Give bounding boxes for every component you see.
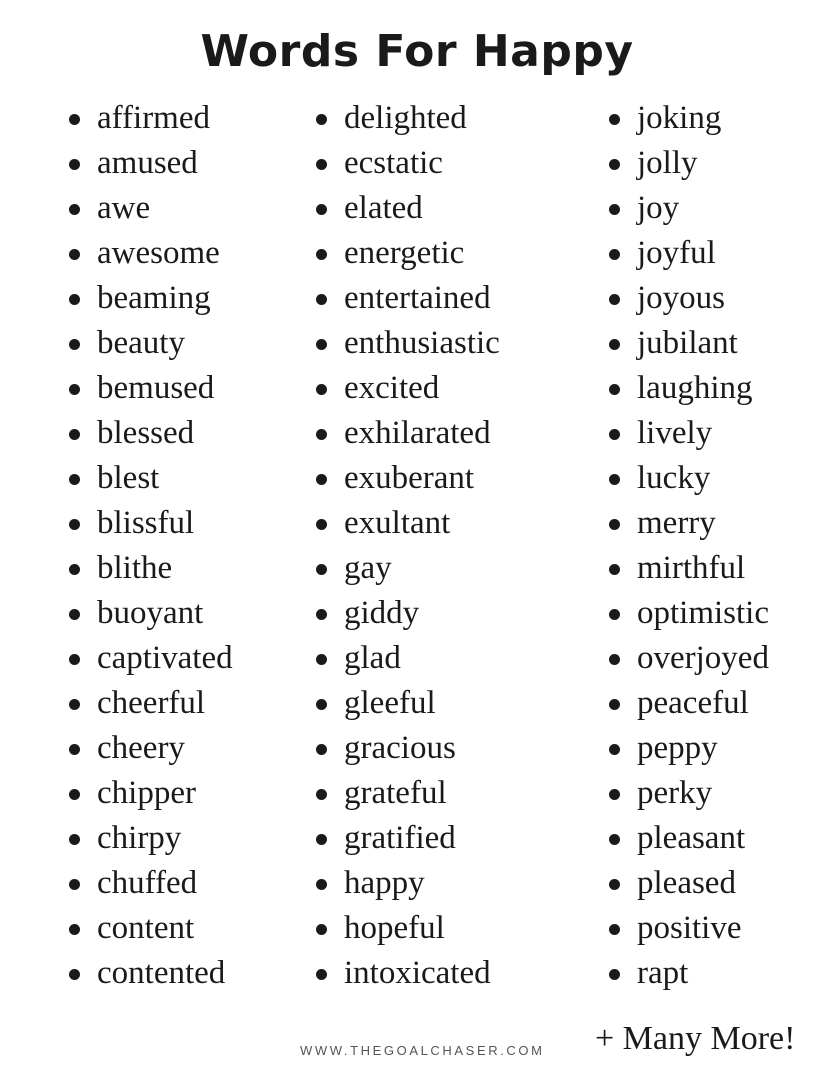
word-list-item: overjoyed xyxy=(609,636,769,681)
word-column-3 xyxy=(609,96,769,996)
word-list-item: beauty xyxy=(69,321,233,366)
word-list-item: awesome xyxy=(69,231,233,276)
word-list-item: affirmed xyxy=(69,96,233,141)
word-list-item: mirthful xyxy=(609,546,769,591)
word-list-item: chirpy xyxy=(69,816,233,861)
word-list-item: perky xyxy=(609,771,769,816)
page-title: Words For Happy xyxy=(200,26,634,77)
word-list-item: jubilant xyxy=(609,321,769,366)
word-list-item: contented xyxy=(69,951,233,996)
word-list-item: exuberant xyxy=(316,456,500,501)
word-list-item: optimistic xyxy=(609,591,769,636)
word-list-item: peaceful xyxy=(609,681,769,726)
website-url: WWW.THEGOALCHASER.COM xyxy=(300,1043,545,1058)
word-list-item: joyful xyxy=(609,231,769,276)
word-list-item: happy xyxy=(316,861,500,906)
word-column-1 xyxy=(69,96,233,996)
word-list-item: gleeful xyxy=(316,681,500,726)
word-list-item: grateful xyxy=(316,771,500,816)
many-more-note: + Many More! xyxy=(595,1020,796,1057)
word-list-item: blessed xyxy=(69,411,233,456)
word-column-2 xyxy=(316,96,500,996)
word-list-item: cheery xyxy=(69,726,233,771)
word-list-item: entertained xyxy=(316,276,500,321)
word-list-item: glad xyxy=(316,636,500,681)
word-list-item: pleased xyxy=(609,861,769,906)
word-list-item: rapt xyxy=(609,951,769,996)
word-list-item: delighted xyxy=(316,96,500,141)
word-list-item: hopeful xyxy=(316,906,500,951)
word-list-item: buoyant xyxy=(69,591,233,636)
word-list-item: gay xyxy=(316,546,500,591)
word-list-item: jolly xyxy=(609,141,769,186)
word-list-item: awe xyxy=(69,186,233,231)
word-list-item: gratified xyxy=(316,816,500,861)
word-list-item: beaming xyxy=(69,276,233,321)
word-list-item: blithe xyxy=(69,546,233,591)
word-list-item: joking xyxy=(609,96,769,141)
word-list-item: positive xyxy=(609,906,769,951)
word-list-item: captivated xyxy=(69,636,233,681)
word-list-item: giddy xyxy=(316,591,500,636)
word-list-item: chipper xyxy=(69,771,233,816)
word-list-item: enthusiastic xyxy=(316,321,500,366)
word-list-item: exultant xyxy=(316,501,500,546)
word-list-item: chuffed xyxy=(69,861,233,906)
word-list-item: content xyxy=(69,906,233,951)
word-list-item: cheerful xyxy=(69,681,233,726)
word-list-item: excited xyxy=(316,366,500,411)
word-list-item: gracious xyxy=(316,726,500,771)
word-list-item: blissful xyxy=(69,501,233,546)
word-list-item: bemused xyxy=(69,366,233,411)
word-list-item: joy xyxy=(609,186,769,231)
word-list-item: merry xyxy=(609,501,769,546)
word-list-item: exhilarated xyxy=(316,411,500,456)
word-list-item: amused xyxy=(69,141,233,186)
word-list-item: lively xyxy=(609,411,769,456)
word-list-item: blest xyxy=(69,456,233,501)
word-list-item: pleasant xyxy=(609,816,769,861)
word-list-item: intoxicated xyxy=(316,951,500,996)
word-list-item: peppy xyxy=(609,726,769,771)
word-list-item: lucky xyxy=(609,456,769,501)
word-list-item: elated xyxy=(316,186,500,231)
word-list-item: ecstatic xyxy=(316,141,500,186)
word-list-item: joyous xyxy=(609,276,769,321)
word-list-item: laughing xyxy=(609,366,769,411)
word-list-item: energetic xyxy=(316,231,500,276)
